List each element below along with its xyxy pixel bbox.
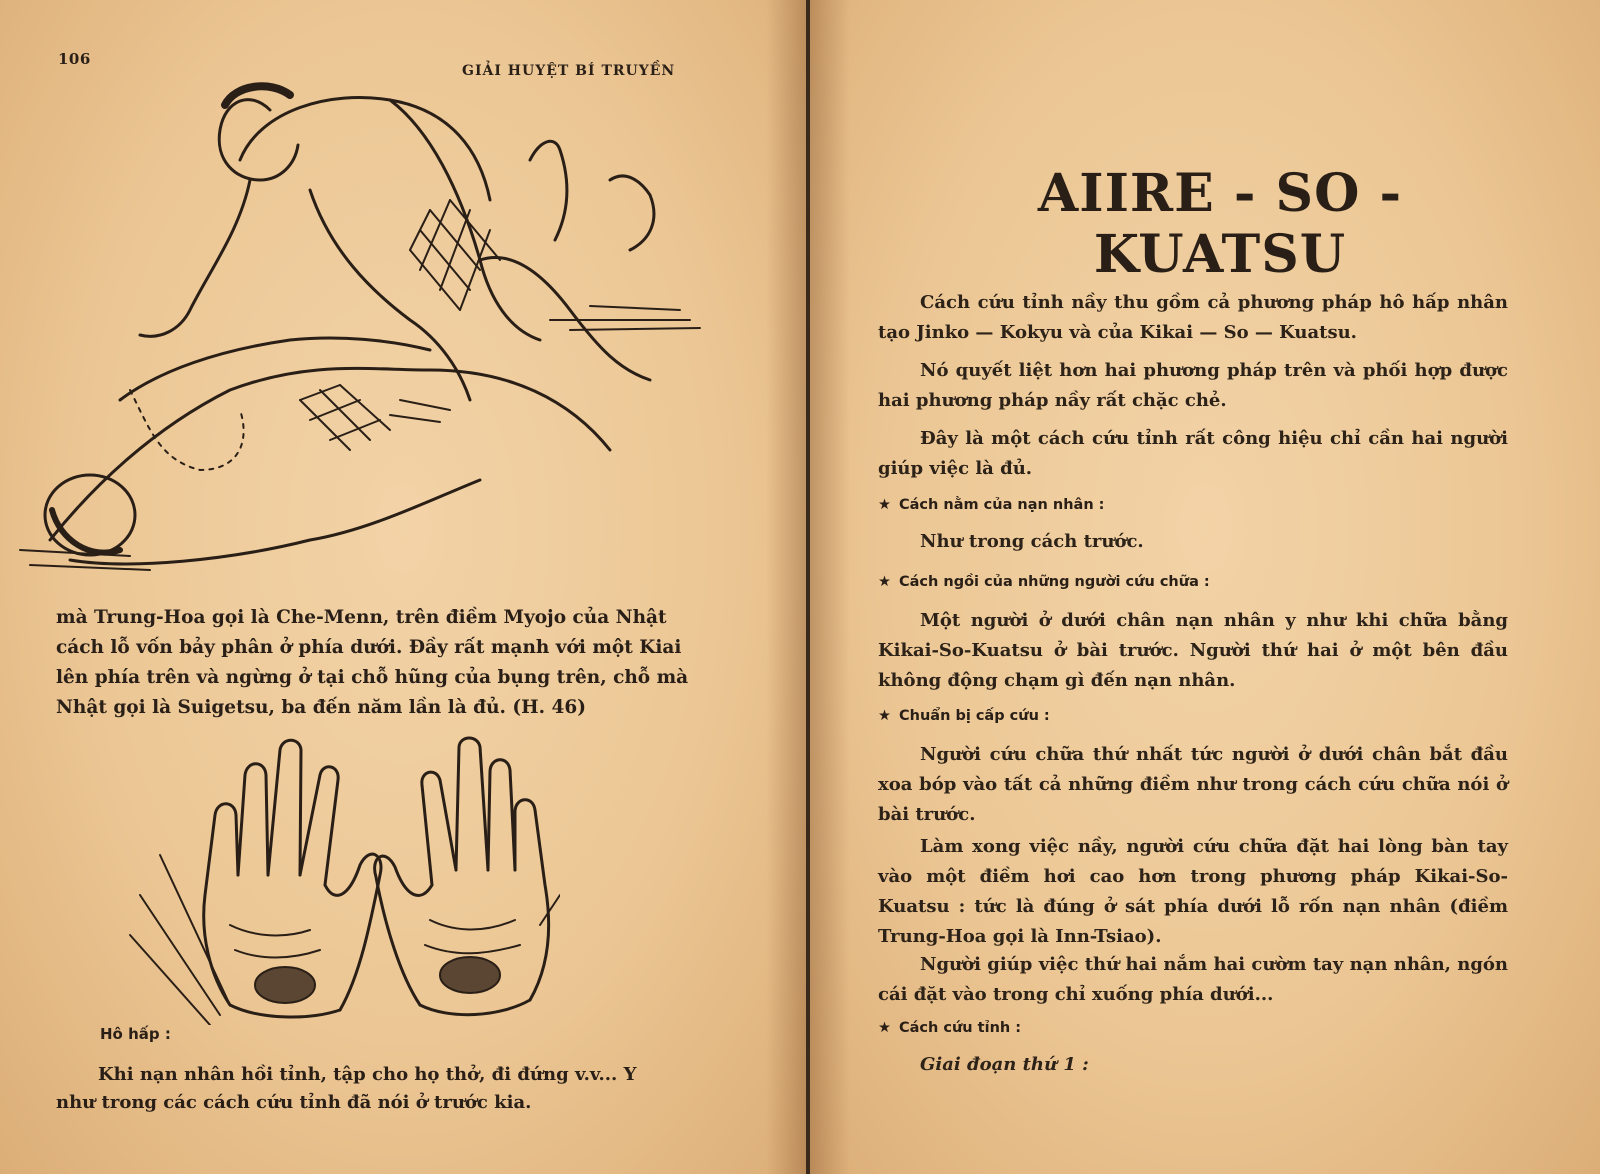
- subheading-phase-1: Giai đoạn thứ 1 :: [920, 1054, 1089, 1075]
- page-number: 106: [58, 50, 91, 68]
- heading-text: Cách nằm của nạn nhân :: [899, 497, 1105, 513]
- heading-preparation: [878, 708, 1050, 724]
- paragraph: Như trong cách trước.: [920, 531, 1144, 552]
- heading-rescuer-position: [878, 574, 1210, 590]
- hands-drawing: [120, 735, 560, 1025]
- text-line: Nhật gọi là Suigetsu, ba đến năm lần là đủ. (H. 46): [56, 697, 587, 718]
- paragraph: Một người ở dưới chân nạn nhân y như khi chữa bằng Kikai-So-Kuatsu ở bài trước. Người thứ hai ở một bên đầu không động chạm gì đến nạn nhân.: [878, 610, 1508, 691]
- gutter-shadow: [810, 0, 850, 1174]
- gutter-shadow: [766, 0, 806, 1174]
- heading-revival: [878, 1020, 1021, 1036]
- text-line: mà Trung-Hoa gọi là Che-Menn, trên điềm Myojo của Nhật: [56, 607, 667, 628]
- paragraph: Người giúp việc thứ hai nắm hai cườm tay nạn nhân, ngón cái đặt vào trong chỉ xuống phía dưới...: [878, 954, 1508, 1005]
- paragraph-wrists: [878, 950, 1508, 1010]
- right-page: [810, 0, 1600, 1174]
- paragraph: Làm xong việc nầy, người cứu chữa đặt hai lòng bàn tay vào một điềm hơi cao hơn trong phương pháp Kikai-So-Kuatsu : tức là đúng ở sát phía dưới lỗ rốn nạn nhân (điềm Trung-Hoa gọi là Inn-Tsiao).: [878, 836, 1508, 947]
- paragraph-victim-position: [878, 527, 1508, 557]
- heading-victim-position: [878, 497, 1105, 513]
- left-paragraph-2: [56, 1061, 696, 1117]
- left-paragraph: [56, 603, 696, 723]
- resuscitation-illustration: [10, 70, 710, 580]
- heading-text: Cách cứu tỉnh :: [899, 1020, 1022, 1036]
- paragraph-intro: [878, 288, 1508, 348]
- heading-text: Cách ngồi của những người cứu chữa :: [899, 574, 1210, 590]
- paragraph: Cách cứu tỉnh nầy thu gồm cả phương pháp hô hấp nhân tạo Jinko — Kokyu và của Kikai — So — Kuatsu.: [878, 292, 1508, 343]
- chapter-title: AIIRE - SO - KUATSU: [1037, 163, 1403, 285]
- star-icon: ★: [878, 497, 891, 513]
- heading-text: Chuẩn bị cấp cứu :: [899, 708, 1050, 724]
- paragraph: Nó quyết liệt hơn hai phương pháp trên và phối hợp được hai phương pháp nầy rất chặc chẻ.: [878, 360, 1508, 411]
- text-line: Khi nạn nhân hồi tỉnh, tập cho họ thở, đi đứng v.v... Y: [98, 1064, 637, 1085]
- paragraph: Người cứu chữa thứ nhất tức người ở dưới chân bắt đầu xoa bóp vào tất cả những điềm như trong cách cứu chữa nói ở bài trước.: [878, 744, 1508, 825]
- star-icon: ★: [878, 574, 891, 590]
- star-icon: ★: [878, 1020, 891, 1036]
- paragraph-effective: [878, 424, 1508, 484]
- text-line: như trong các cách cứu tỉnh đã nói ở trước kia.: [56, 1092, 532, 1113]
- star-icon: ★: [878, 708, 891, 724]
- hands-illustration: [120, 735, 560, 1025]
- figures-drawing: [10, 70, 710, 580]
- paragraph: Đây là một cách cứu tỉnh rất công hiệu chỉ cần hai người giúp việc là đủ.: [878, 428, 1508, 479]
- paragraph-compare: [878, 356, 1508, 416]
- text-line: cách lỗ vốn bảy phân ở phía dưới. Đầy rất mạnh với một Kiai: [56, 637, 682, 658]
- text-line: lên phía trên và ngừng ở tại chỗ hũng của bụng trên, chỗ mà: [56, 667, 689, 688]
- paragraph-preparation: [878, 740, 1508, 830]
- paragraph-rescuer-position: [878, 606, 1508, 696]
- paragraph-hands: [878, 832, 1508, 952]
- running-head: GIẢI HUYỆT BÍ TRUYỀN: [462, 63, 676, 79]
- section-heading-breathing: Hô hấp :: [100, 1025, 171, 1043]
